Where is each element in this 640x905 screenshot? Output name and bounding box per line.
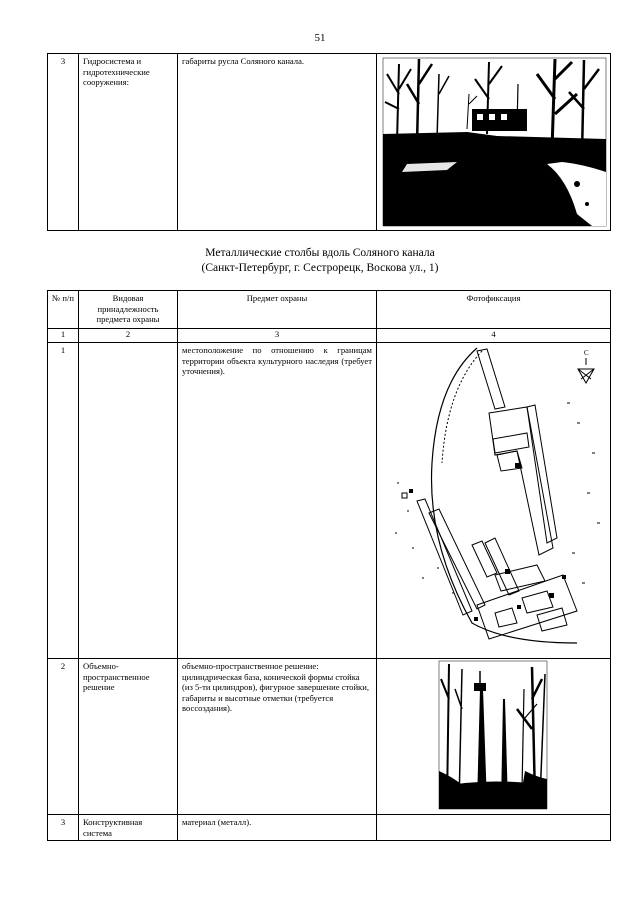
table-continuation [47, 53, 611, 231]
section-caption-line2: (Санкт-Петербург, г. Сестрорецк, Воскова ул., 1) [201, 262, 439, 274]
row-number: 2 [48, 659, 79, 815]
site-plan [377, 343, 610, 658]
row-type: Конструктивная система [79, 815, 178, 841]
header-subject: Предмет охраны [178, 291, 377, 329]
row-subject: материал (металл). [178, 815, 377, 841]
col-number: 4 [377, 329, 611, 343]
row-subject: габариты русла Соляного канала. [178, 54, 377, 231]
table-row [48, 54, 611, 231]
header-num: № п/п [48, 291, 79, 329]
table-row [48, 815, 611, 841]
canal-photo [377, 54, 610, 230]
col-number: 1 [48, 329, 79, 343]
photo-cell [377, 54, 611, 231]
pole-photo [377, 659, 610, 814]
photo-cell [377, 815, 611, 841]
row-type: Гидросистема и гидротехнические сооружения: [79, 54, 178, 231]
table-row [48, 343, 611, 659]
header-type: Видовая принадлежность предмета охраны [79, 291, 178, 329]
page-number: 51 [314, 32, 326, 44]
north-label: С [584, 349, 589, 357]
section-caption-line1: Металлические столбы вдоль Соляного канала [205, 247, 435, 259]
table-row [48, 659, 611, 815]
row-number: 3 [48, 54, 79, 231]
col-number: 3 [178, 329, 377, 343]
row-number: 3 [48, 815, 79, 841]
row-number: 1 [48, 343, 79, 659]
col-number: 2 [79, 329, 178, 343]
row-type: Объемно-пространственное решение [79, 659, 178, 815]
row-subject: местоположение по отношению к границам территории объекта культурного наследия (требует уточнения). [178, 343, 377, 659]
row-subject: объемно-пространственное решение: цилиндрическая база, конической формы стойка (из 5-ти цилиндров), фигурное завершение стойки, габариты и высотные отметки (требуется воссоздания). [178, 659, 377, 815]
protection-subject-table [47, 290, 611, 841]
photo-cell [377, 659, 611, 815]
column-number-row [48, 329, 611, 343]
row-type [79, 343, 178, 659]
plan-cell [377, 343, 611, 659]
header-photo: Фотофиксация [377, 291, 611, 329]
table-header-row [48, 291, 611, 329]
